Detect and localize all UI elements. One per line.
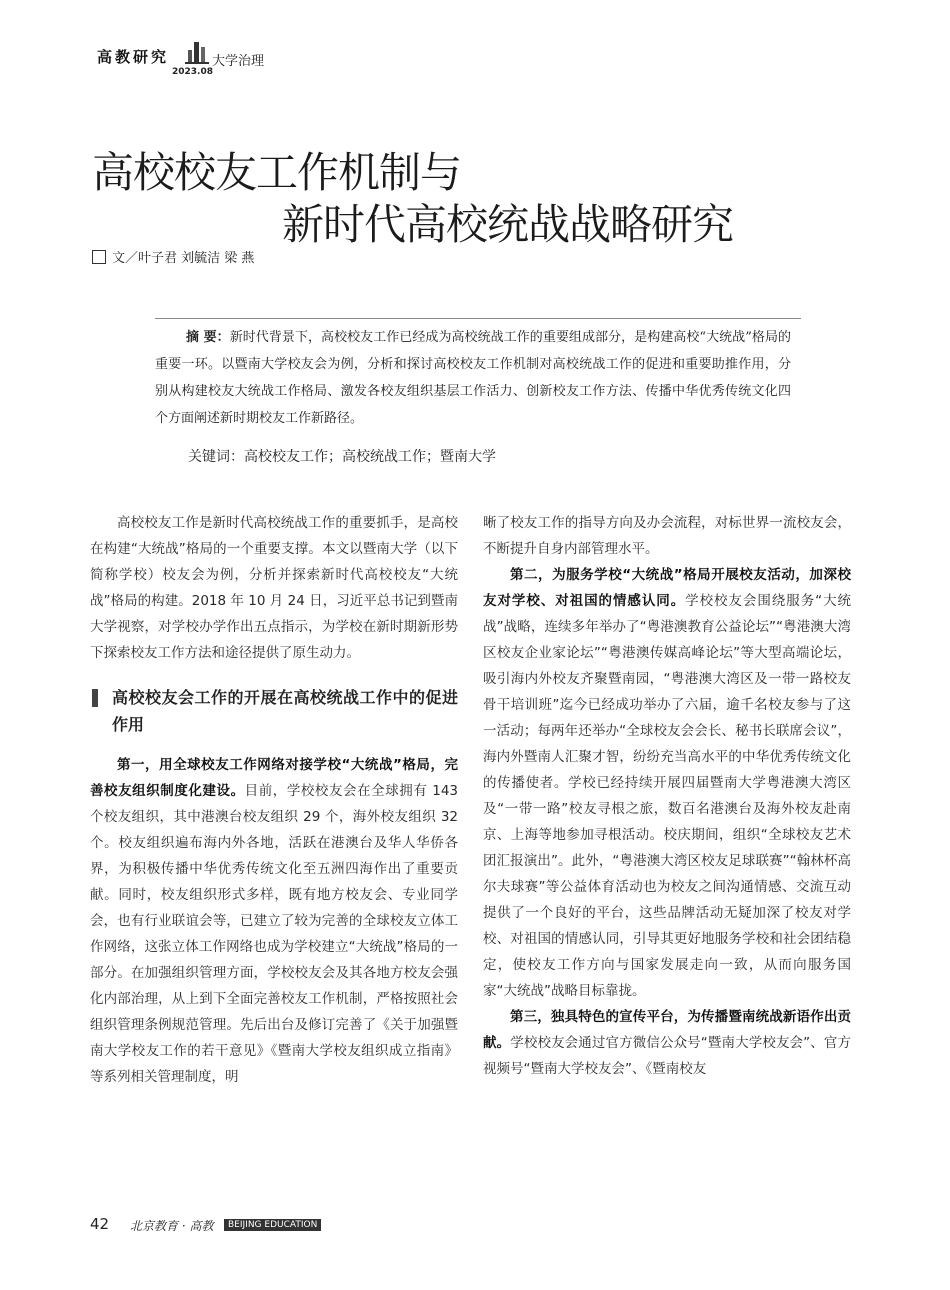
paragraph-2-text: 学校校友会围绕服务“大统战”战略，连续多年举办了“粤港澳教育公益论坛”“粤港澳大湾区校友企业家论坛”“粤港澳传媒高峰论坛”等大型高端论坛，吸引海内外校友齐聚暨南园，“粤港澳大湾区及一带一路校友骨干培训班”迄今已经成功举办了六届，逾千名校友参与了这一活动；每两年还举办“全球校友会会长、秘书长联席会议”，海内外暨南人汇聚才智，纷纷充当高水平的中华优秀传统文化的传播使者。学校已经持续开展四届暨南大学粤港澳大湾区及“一带一路”校友寻根之旅，数百名港澳台及海外校友赴南京、上海等地参加寻根活动。校庆期间，组织“全球校友艺术团汇报演出”。此外，“粤港澳大湾区校友足球联赛”“翰林杯高尔夫球赛”等公益体育活动也为校友之间沟通情感、交流互动提供了一个良好的平台，这些品牌活动无疑加深了校友对学校、对祖国的情感认同，引导其更好地服务学校和社会团结稳定，使校友工作方向与国家发展走向一致，从而向服务国家“大统战”战略目标靠拢。 [483, 593, 852, 999]
article-title-line-2: 新时代高校统战战略研究 [282, 200, 734, 249]
paragraph-2 [483, 562, 851, 1004]
issue-date: 2023.08 [172, 67, 213, 77]
page-number: 42 [90, 1215, 110, 1233]
byline [92, 247, 254, 266]
keywords: 关键词：高校校友工作；高校统战工作；暨南大学 [188, 449, 496, 465]
paragraph-1-lead: 第一，用全球校友工作网络对接学校“大统战”格局，完善校友组织制度化建设。 [90, 757, 458, 799]
body-column-right [483, 510, 851, 1082]
paragraph-1 [90, 752, 458, 1090]
paragraph-1-text: 目前，学校校友会在全球拥有 143 个校友组织，其中港澳台校友组织 29 个，海外校友组织 32 个。校友组织遍布海内外各地，活跃在港澳台及华人华侨各界，为积极传播中华优秀传统文化至五洲四海作出了重要贡献。同时，校友组织形式多样，既有地方校友会、专业同学会，也有行业联谊会等，已建立了较为完善的全球校友立体工作网络，这张立体工作网络也成为学校建立“大统战”格局的一部分。在加强组织管理方面，学校校友会及其各地方校友会强化内部治理，从上到下全面完善校友工作机制，严格按照社会组织管理条例规范管理。先后出台及修订完善了《关于加强暨南大学校友工作的若干意见》《暨南大学校友组织成立指南》等系列相关管理制度，明 [90, 783, 459, 1085]
section-name: 大学治理 [212, 54, 265, 69]
journal-badge: BEIJING EDUCATION [224, 1219, 321, 1231]
byline-square-icon [92, 250, 106, 264]
paragraph-3-lead: 第三，独具特色的宣传平台，为传播暨南统战新语作出贡献。 [483, 1009, 851, 1051]
paragraph-1-continued: 晰了校友工作的指导方向及办会流程，对标世界一流校友会，不断提升自身内部管理水平。 [483, 515, 851, 557]
paragraph-3 [483, 1004, 851, 1082]
abstract-rule [155, 318, 801, 319]
paragraph-2-lead: 第二，为服务学校“大统战”格局开展校友活动，加深校友对学校、对祖国的情感认同。 [483, 567, 851, 609]
abstract-label: 摘 要： [186, 330, 230, 345]
paragraph-3-text: 学校校友会通过官方微信公众号“暨南大学校友会”、官方视频号“暨南大学校友会”、《暨南校友 [483, 1035, 851, 1077]
section-heading [90, 684, 458, 738]
abstract [155, 324, 791, 432]
authors: 文／叶子君 刘毓洁 梁 燕 [112, 251, 255, 266]
building-logo-icon [185, 40, 209, 64]
abstract-text: 新时代背景下，高校校友工作已经成为高校统战工作的重要组成部分，是构建高校“大统战”格局的重要一环。以暨南大学校友会为例，分析和探讨高校校友工作机制对高校统战工作的促进和重要助推作用，分别从构建校友大统战工作格局、激发各校友组织基层工作活力、创新校友工作方法、传播中华优秀传统文化四个方面阐述新时期校友工作新路径。 [155, 330, 791, 426]
journal-brand: 北京教育 · 高教 [130, 1219, 214, 1233]
journal-name: 高教研究 [97, 48, 170, 66]
article-title-line-1: 高校校友工作机制与 [92, 148, 462, 197]
section-heading-text: 高校校友会工作的开展在高校统战工作中的促进作用 [112, 688, 458, 734]
heading-bar-icon [92, 689, 98, 707]
body-column-left [90, 510, 458, 1090]
intro-paragraph: 高校校友工作是新时代高校统战工作的重要抓手，是高校在构建“大统战”格局的一个重要支撑。本文以暨南大学（以下简称学校）校友会为例，分析并探索新时代高校校友“大统战”格局的构建。2018 年 10 月 24 日，习近平总书记到暨南大学视察，对学校办学作出五点指示，为学校在新时期新形势下探索校友工作方法和途径提供了原生动力。 [90, 515, 458, 661]
